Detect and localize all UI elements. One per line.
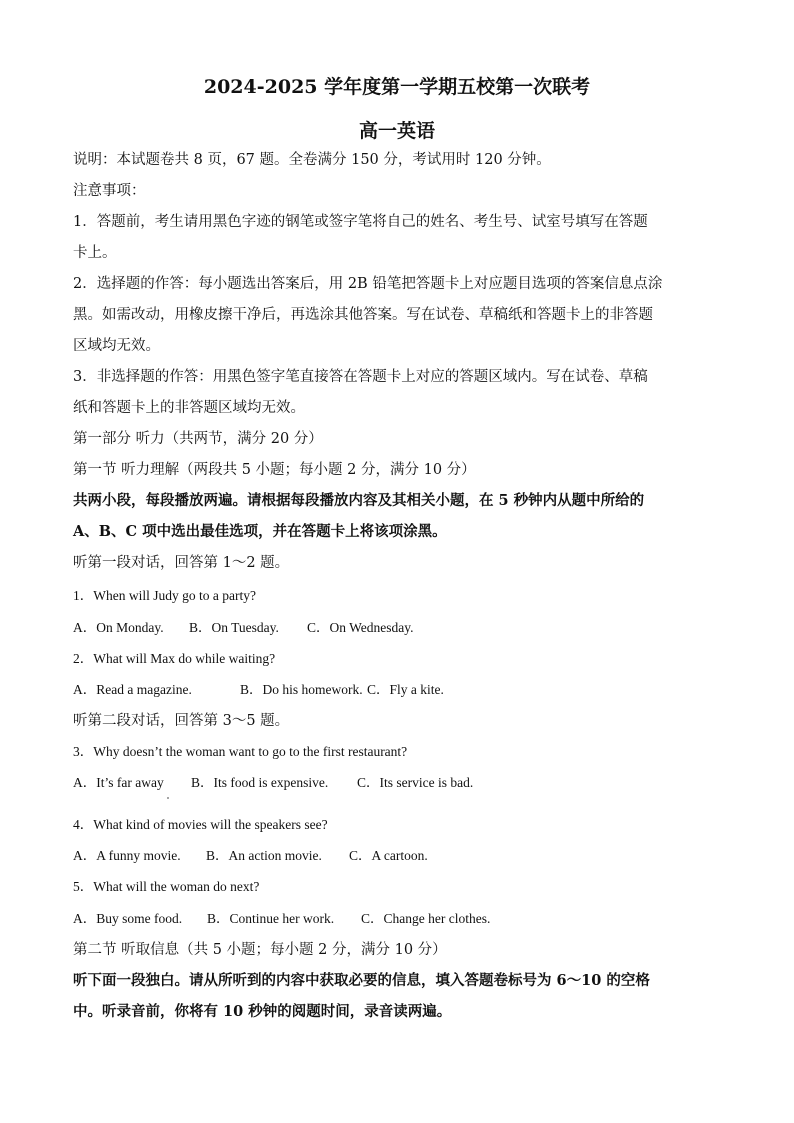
- exam-note: 说明：本试题卷共 8 页，67 题。全卷满分 150 分，考试用时 120 分钟。: [73, 152, 551, 168]
- notice-item-3: 3．非选择题的作答：用黑色签字笔直接答在答题卡上对应的答题区域内。写在试卷、草稿: [73, 369, 648, 385]
- option-c: C．Fly a kite.: [367, 682, 444, 697]
- notice-item-2-cont-2: 区域均无效。: [73, 338, 160, 354]
- section1-desc-2: A、B、C 项中选出最佳选项，并在答题卡上将该项涂黑。: [73, 523, 447, 540]
- question-5: 5．What will the woman do next?: [73, 879, 260, 894]
- notice-heading: 注意事项：: [73, 183, 146, 199]
- option-c: C．Change her clothes.: [361, 911, 491, 926]
- option-a: A．A funny movie.: [73, 848, 181, 863]
- section2-heading: 第二节 听取信息（共 5 小题；每小题 2 分，满分 10 分）: [73, 942, 447, 958]
- notice-item-1-cont: 卡上。: [73, 245, 117, 261]
- notice-item-2: 2．选择题的作答：每小题选出答案后，用 2B 铅笔把答题卡上对应题目选项的答案信息点涂: [73, 276, 663, 292]
- notice-item-1: 1．答题前，考生请用黑色字迹的钢笔或签字笔将自己的姓名、考生号、试室号填写在答题: [73, 214, 648, 230]
- question-2-options: [73, 679, 444, 701]
- question-3-options: [73, 772, 473, 794]
- question-5-options: [73, 908, 490, 930]
- question-1-options: [73, 617, 414, 639]
- question-3: 3．Why doesn’t the woman want to go to the first restaurant?: [73, 744, 408, 759]
- notice-item-2-cont-1: 黑。如需改动，用橡皮擦干净后，再选涂其他答案。写在试卷、草稿纸和答题卡上的非答题: [73, 307, 653, 323]
- option-b: B．Do his homework.: [240, 682, 363, 697]
- option-a: A．Read a magazine.: [73, 682, 192, 697]
- section1-desc-1: 共两小段，每段播放两遍。请根据每段播放内容及其相关小题，在 5 秒钟内从题中所给的: [73, 492, 645, 509]
- exam-subject: 高一英语: [358, 120, 435, 142]
- option-a: A．On Monday.: [73, 620, 164, 635]
- option-c: C．Its service is bad.: [357, 775, 474, 790]
- dialog1-prompt: 听第一段对话，回答第 1～2 题。: [73, 555, 290, 571]
- section2-desc-2: 中。听录音前，你将有 10 秒钟的阅题时间，录音读两遍。: [73, 1003, 452, 1020]
- question-2: 2．What will Max do while waiting?: [73, 651, 276, 666]
- notice-item-3-cont: 纸和答题卡上的非答题区域均无效。: [73, 400, 305, 416]
- option-b: B．Continue her work.: [207, 911, 335, 926]
- dialog2-prompt: 听第二段对话，回答第 3～5 题。: [73, 713, 290, 729]
- option-b: B．Its food is expensive.: [191, 775, 329, 790]
- question-4: 4．What kind of movies will the speakers see?: [73, 817, 328, 832]
- option-a: A．Buy some food.: [73, 911, 183, 926]
- part1-heading: 第一部分 听力（共两节，满分 20 分）: [73, 431, 323, 447]
- section1-heading: 第一节 听力理解（两段共 5 小题；每小题 2 分，满分 10 分）: [73, 462, 476, 478]
- option-b: B．An action movie.: [206, 848, 322, 863]
- option-a: A．It’s far away: [73, 775, 164, 790]
- option-c: C．A cartoon.: [349, 848, 428, 863]
- option-b: B．On Tuesday.: [189, 620, 279, 635]
- stray-mark: [167, 797, 169, 799]
- question-4-options: [73, 845, 428, 867]
- option-c: C．On Wednesday.: [307, 620, 414, 635]
- question-1: 1．When will Judy go to a party?: [73, 588, 256, 603]
- section2-desc-1: 听下面一段独白。请从所听到的内容中获取必要的信息，填入答题卷标号为 6～10 的空格: [73, 972, 650, 989]
- exam-title: 2024-2025 学年度第一学期五校第一次联考: [203, 76, 591, 98]
